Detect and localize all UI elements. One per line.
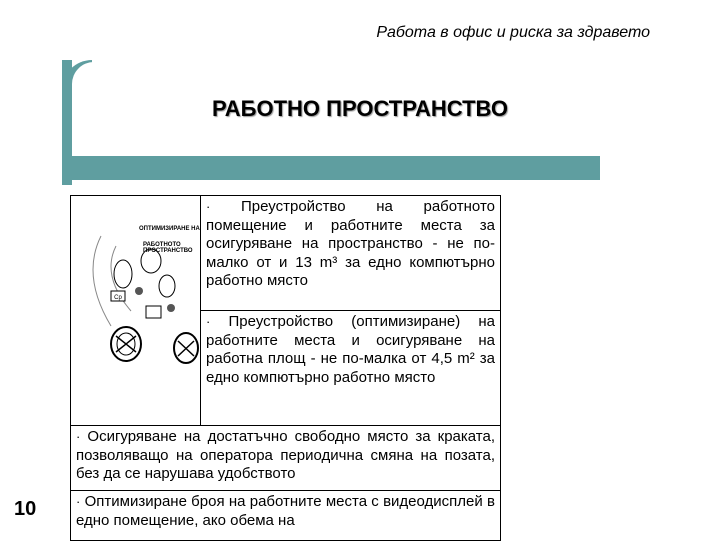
bullet-2-text: Преустройство (оптимизиране) на работните места и осигуряване на работна площ - не по-малка от 4,5 m² за едно компютърно работно място	[206, 313, 496, 386]
bullet-dot: ·	[206, 314, 211, 329]
svg-text:Ср: Ср	[114, 295, 122, 301]
accent-band-horizontal	[62, 156, 600, 180]
page-number: 10	[14, 498, 37, 520]
bullet-2	[201, 311, 501, 426]
bullet-4-text: Оптимизиране броя на работните места с видеодисплей в едно помещение, ако обема на	[76, 493, 495, 529]
figure-label-2: РАБОТНОТО ПРОСТРАНСТВО	[143, 242, 193, 254]
content-table	[70, 195, 501, 541]
header-title: Работа в офис и риска за здравето	[376, 24, 650, 41]
slide-title: РАБОТНО ПРОСТРАНСТВО	[212, 96, 508, 121]
bullet-3-text: Осигуряване на достатъчно свободно място за краката, позволяващо на оператора периодична смяна на позата, без да се нарушава удобството	[76, 428, 495, 482]
bullet-dot: ·	[76, 429, 81, 444]
bullet-dot: ·	[76, 494, 81, 509]
bullet-4	[71, 491, 501, 541]
figure-label-1: ОПТИМИЗИРАНЕ НА	[139, 226, 200, 232]
bullet-3	[71, 426, 501, 491]
bullet-dot: ·	[206, 199, 211, 214]
bullet-1	[201, 196, 501, 311]
office-layout-illustration	[71, 196, 201, 426]
bullet-1-text: Преустройство на работното помещение и работните места за осигуряване на пространство - не по-малко от и 13 m³ за едно компютърно работно място	[206, 198, 495, 289]
